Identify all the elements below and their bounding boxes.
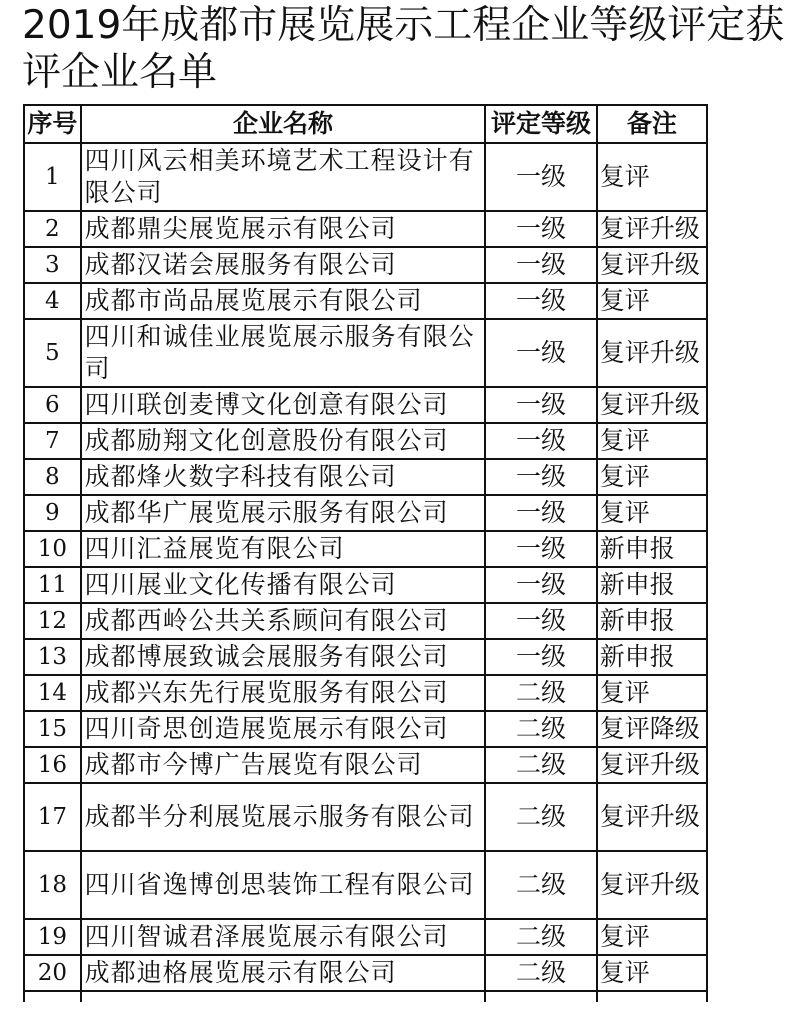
- row-number: 12: [24, 603, 81, 639]
- company-name: 成都华广展览展示服务有限公司: [81, 495, 486, 531]
- row-number: 9: [24, 495, 81, 531]
- company-name: 四川奇思创造展览展示有限公司: [81, 711, 486, 747]
- note: 复评: [597, 955, 707, 991]
- row-number: 16: [24, 747, 81, 783]
- grade: 一级: [485, 319, 596, 387]
- note: 复评: [597, 459, 707, 495]
- table-row: [24, 711, 707, 747]
- note: 复评: [597, 495, 707, 531]
- company-name: 四川省逸博创思装饰工程有限公司: [81, 851, 486, 919]
- header-row: [24, 105, 707, 143]
- row-number: 19: [24, 919, 81, 955]
- header-note: 备注: [597, 105, 707, 143]
- note: 新申报: [597, 531, 707, 567]
- company-name: 四川汇益展览有限公司: [81, 531, 486, 567]
- table-row: [24, 955, 707, 991]
- table-row: [24, 387, 707, 423]
- grade: 一级: [485, 211, 596, 247]
- row-number: 13: [24, 639, 81, 675]
- note: 复评升级: [597, 247, 707, 283]
- note: 复评升级: [597, 851, 707, 919]
- company-name: 成都励翔文化创意股份有限公司: [81, 423, 486, 459]
- grade: 二级: [485, 919, 596, 955]
- company-name: 四川智诚君泽展览展示有限公司: [81, 919, 486, 955]
- row-number: 17: [24, 783, 81, 851]
- note: 复评降级: [597, 711, 707, 747]
- row-number: 3: [24, 247, 81, 283]
- table-row: [24, 247, 707, 283]
- grade: 一级: [485, 567, 596, 603]
- table-row: [24, 495, 707, 531]
- grade: 二级: [485, 851, 596, 919]
- table-row: [24, 851, 707, 919]
- table-row: [24, 531, 707, 567]
- company-name: 成都兴东先行展览服务有限公司: [81, 675, 486, 711]
- note: 新申报: [597, 603, 707, 639]
- table-row: [24, 747, 707, 783]
- table-row: [24, 639, 707, 675]
- table-row: [24, 211, 707, 247]
- cut-off-cell: [81, 991, 486, 1002]
- grade: 一级: [485, 495, 596, 531]
- table-row: [24, 459, 707, 495]
- note: 新申报: [597, 639, 707, 675]
- company-name: 成都市尚品展览展示有限公司: [81, 283, 486, 319]
- grade: 二级: [485, 711, 596, 747]
- company-name: 成都半分利展览展示服务有限公司: [81, 783, 486, 851]
- row-number: 14: [24, 675, 81, 711]
- note: 复评升级: [597, 211, 707, 247]
- grade: 一级: [485, 423, 596, 459]
- header-grade: 评定等级: [485, 105, 596, 143]
- grade: 一级: [485, 459, 596, 495]
- company-name: 成都鼎尖展览展示有限公司: [81, 211, 486, 247]
- company-name: 成都迪格展览展示有限公司: [81, 955, 486, 991]
- company-list-table: [23, 104, 708, 1002]
- row-number: 11: [24, 567, 81, 603]
- note: 复评: [597, 143, 707, 211]
- header-name: 企业名称: [81, 105, 486, 143]
- table-row: [24, 143, 707, 211]
- company-name: 成都博展致诚会展服务有限公司: [81, 639, 486, 675]
- table-row: [24, 783, 707, 851]
- note: 复评升级: [597, 783, 707, 851]
- row-number: 2: [24, 211, 81, 247]
- row-number: 20: [24, 955, 81, 991]
- table-row: [24, 675, 707, 711]
- company-name: 四川风云相美环境艺术工程设计有限公司: [81, 143, 486, 211]
- row-number: 7: [24, 423, 81, 459]
- cut-off-row: [24, 991, 707, 1002]
- grade: 二级: [485, 675, 596, 711]
- table-row: [24, 603, 707, 639]
- grade: 一级: [485, 247, 596, 283]
- document-title: 2019年成都市展览展示工程企业等级评定获评企业名单: [22, 3, 785, 95]
- row-number: 6: [24, 387, 81, 423]
- table-body: [24, 143, 707, 1002]
- note: 复评升级: [597, 747, 707, 783]
- table-row: [24, 283, 707, 319]
- row-number: 1: [24, 143, 81, 211]
- note: 复评: [597, 675, 707, 711]
- table-row: [24, 919, 707, 955]
- grade: 一级: [485, 639, 596, 675]
- note: 复评: [597, 919, 707, 955]
- grade: 一级: [485, 143, 596, 211]
- row-number: 10: [24, 531, 81, 567]
- cut-off-cell: [597, 991, 707, 1002]
- note: 复评: [597, 423, 707, 459]
- note: 新申报: [597, 567, 707, 603]
- header-no: 序号: [24, 105, 81, 143]
- grade: 一级: [485, 283, 596, 319]
- grade: 一级: [485, 387, 596, 423]
- grade: 二级: [485, 747, 596, 783]
- company-name: 四川联创麦博文化创意有限公司: [81, 387, 486, 423]
- table-header: [24, 105, 707, 143]
- note: 复评: [597, 283, 707, 319]
- company-name: 四川展业文化传播有限公司: [81, 567, 486, 603]
- row-number: 4: [24, 283, 81, 319]
- cut-off-cell: [24, 991, 81, 1002]
- row-number: 18: [24, 851, 81, 919]
- note: 复评升级: [597, 387, 707, 423]
- table-row: [24, 319, 707, 387]
- table-row: [24, 567, 707, 603]
- grade: 一级: [485, 531, 596, 567]
- company-name: 成都西岭公共关系顾问有限公司: [81, 603, 486, 639]
- table-row: [24, 423, 707, 459]
- note: 复评升级: [597, 319, 707, 387]
- cut-off-cell: [485, 991, 596, 1002]
- row-number: 5: [24, 319, 81, 387]
- company-name: 成都烽火数字科技有限公司: [81, 459, 486, 495]
- company-name: 四川和诚佳业展览展示服务有限公司: [81, 319, 486, 387]
- row-number: 8: [24, 459, 81, 495]
- grade: 一级: [485, 603, 596, 639]
- grade: 二级: [485, 783, 596, 851]
- company-name: 成都市今博广告展览有限公司: [81, 747, 486, 783]
- grade: 二级: [485, 955, 596, 991]
- company-name: 成都汉诺会展服务有限公司: [81, 247, 486, 283]
- row-number: 15: [24, 711, 81, 747]
